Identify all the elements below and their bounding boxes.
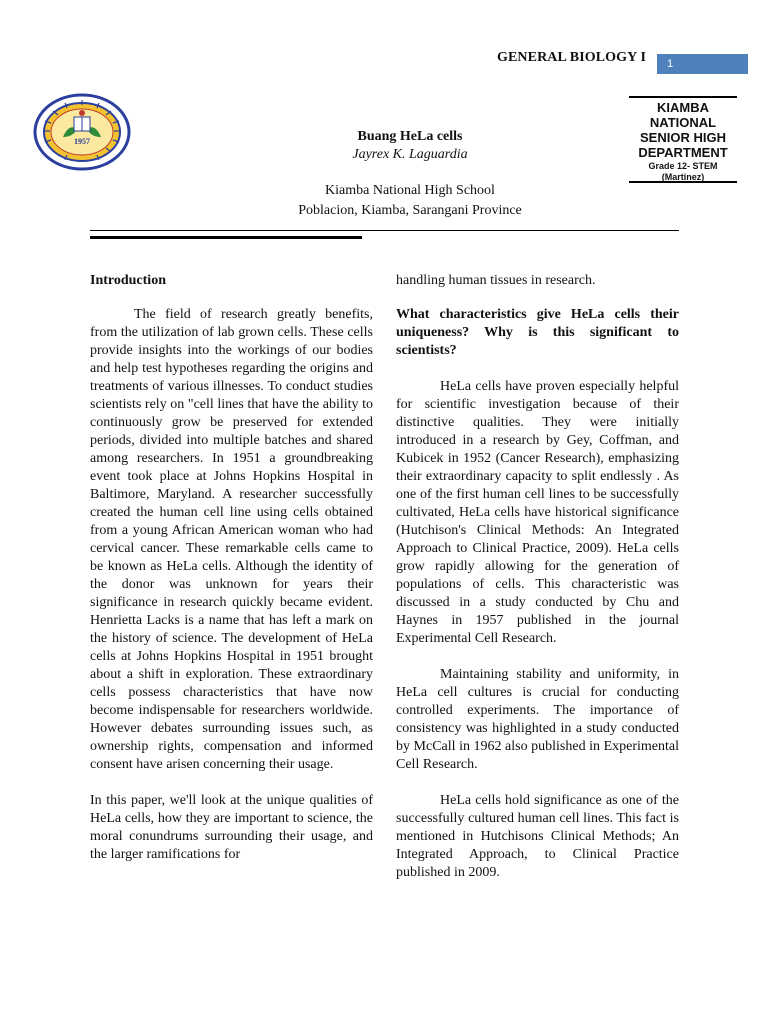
dept-teacher: (Martinez) [661,172,705,182]
dept-line-4: DEPARTMENT [638,145,728,160]
title-block [250,128,570,164]
school-address: Poblacion, Kiamba, Sarangani Province [298,203,522,218]
left-column [90,272,373,864]
running-header-title: GENERAL BIOLOGY I [497,50,646,65]
section-question-heading: What characteristics give HeLa cells their uniqueness? Why is this significant to scientists? [396,307,679,358]
department-box [629,96,737,183]
divider-line [90,230,679,231]
right-column [396,272,679,882]
section-heading-introduction: Introduction [90,273,166,288]
school-seal-graphic [33,93,131,171]
continuation-text: handling human tissues in research. [396,273,596,288]
paper-title: Buang HeLa cells [357,129,463,144]
author-name: Jayrex K. Laguardia [352,147,468,162]
divider-line-thick [90,236,362,239]
school-block [250,181,570,221]
dept-line-2: NATIONAL [649,115,717,130]
page-number-box [657,54,748,74]
school-seal-icon [33,93,131,171]
intro-paragraph-2: In this paper, we'll look at the unique qualities of HeLa cells, how they are important to science, the moral conundrums surrounding their usage, and the larger ramifications for [90,793,373,862]
dept-grade: Grade 12- STEM [648,161,718,171]
body-paragraph-3: HeLa cells hold significance as one of the successfully cultured human cell lines. This fact is mentioned in Hutchisons Clinical Methods; An Integrated Approach, to Clinical Practice published in 2009. [396,793,679,880]
body-paragraph-2: Maintaining stability and uniformity, in HeLa cell cultures is crucial for conducting controlled experiments. The importance of consistency was highlighted in a study conducted by McCall in 1962 also published in Experimental Cell Research. [396,667,679,772]
intro-paragraph-1: The field of research greatly benefits, from the utilization of lab grown cells. These cells provide insights into the workings of our bodies and help test hypotheses regarding the origins and treatments of various illnesses. To conduct studies scientists rely on "cell lines that have the ability to continuously grow be preserved for extended periods, divided into multiple batches and shared among researchers. In 1951 a groundbreaking event took place at Johns Hopkins Hospital in Baltimore, Maryland. A researcher successfully created the human cell line using cells obtained from a young African American woman who had cervical cancer. These remarkable cells came to be known as HeLa cells. Although the identity of the donor was unknown for years their significance in research quickly became evident. Henrietta Lacks is a name that has left a mark on the history of science. The development of HeLa cells at Johns Hopkins Hospital in 1951 brought about a shift in exploration. These extraordinary cells possess characteristics that have now become indispensable for researchers worldwide. However debates surrounding issues such, as ownership rights, compensation and informed consent have arisen concerning their usage. [90,307,373,772]
school-name: Kiamba National High School [325,183,495,198]
body-paragraph-1: HeLa cells have proven especially helpful for scientific investigation because of their distinctive qualities. They were initially introduced in a research by Gey, Coffman, and Kubicek in 1952 (Cancer Research), emphasizing their extraordinary capacity to split endlessly . As one of the first human cell lines to be successfully cultivated, HeLa cells have historical significance (Hutchison's Clinical Methods: An Integrated Approach to Clinical Practice, 2009). HeLa cells grow rapidly allowing for the generation of populations of cells. This characteristic was discussed in a study conducted by Chu and Haynes in 1957 published in the journal Experimental Cell Research. [396,379,679,646]
seal-year: 1957 [74,137,90,146]
dept-line-1: KIAMBA [657,100,709,115]
page-number: 1 [667,58,674,70]
dept-line-3: SENIOR HIGH [640,130,726,145]
